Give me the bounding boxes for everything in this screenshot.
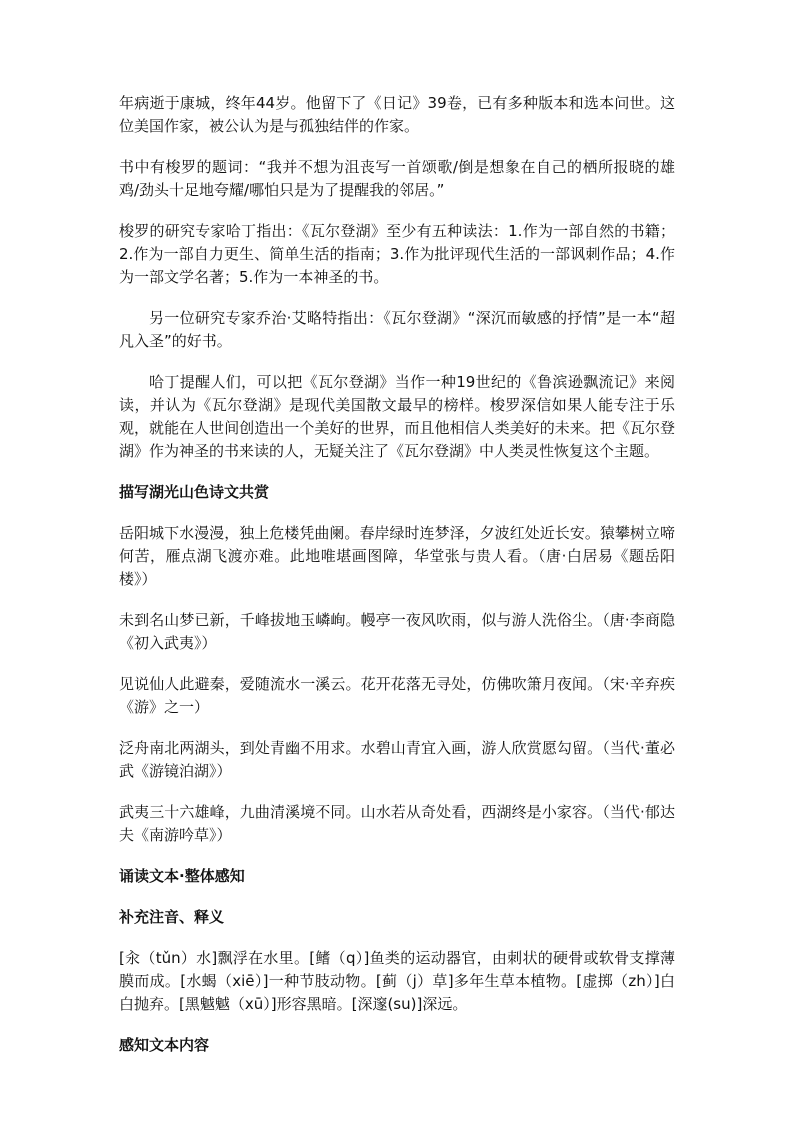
heading-poems: 描写湖光山色诗文共赏 xyxy=(119,483,270,501)
poem-dong-biwu: 泛舟南北两湖头，到处青幽不用求。水碧山青宜入画，游人欣赏愿勾留。（当代·董必武《游镜泊湖》） xyxy=(119,739,675,780)
paragraph-glossary: [汆（tǔn）水]飘浮在水里。[鳍（q）]鱼类的运动器官，由刺状的硬骨或软骨支撑薄膜而成。[水蝎（xiē）]一种节肢动物。[蓟（j）草]多年生草本植物。[虚掷（zh）]白白抛弃。[黑魆魆（xū）]形容黑暗。[深邃(su)]深远。 xyxy=(119,949,675,1013)
poem-xin-qiji: 见说仙人此避秦，爱随流水一溪云。花开花落无寻处，仿佛吹箫月夜闻。（宋·辛弃疾《游》之一） xyxy=(119,675,675,716)
paragraph-harding: 哈丁提醒人们，可以把《瓦尔登湖》当作一种19世纪的《鲁滨逊飘流记》来阅读，并认为《瓦尔登湖》是现代美国散文最早的榜样。梭罗深信如果人能专注于乐观，就能在人世间创造出一个美好的世界，而且他相信人类美好的未来。把《瓦尔登湖》作为神圣的书来读的人，无疑关注了《瓦尔登湖》中人类灵性恢复这个主题。 xyxy=(119,373,675,460)
poem-bai-juyi: 岳阳城下水漫漫，独上危楼凭曲阑。春岸绿时连梦泽，夕波红处近长安。猿攀树立啼何苦，雁点湖飞渡亦难。此地唯堪画图障，华堂张与贵人看。（唐·白居易《题岳阳楼》） xyxy=(119,524,675,588)
document-page xyxy=(119,92,675,1075)
poem-yu-dafu: 武夷三十六雄峰，九曲清溪境不同。山水若从奇处看，西湖终是小家容。（当代·郁达夫《南游吟草》） xyxy=(119,803,675,844)
paragraph-thoreau-death: 年病逝于康城，终年44岁。他留下了《日记》39卷，已有多种版本和选本问世。这位美国作家，被公认为是与孤独结伴的作家。 xyxy=(119,94,675,135)
paragraph-inscription: 书中有梭罗的题词：“我并不想为沮丧写一首颂歌/倒是想象在自己的栖所报晓的雄鸡/劲头十足地夸耀/哪怕只是为了提醒我的邻居。” xyxy=(119,158,675,199)
paragraph-eliot: 另一位研究专家乔治·艾略特指出：《瓦尔登湖》“深沉而敏感的抒情”是一本“超凡入圣”的好书。 xyxy=(119,309,675,350)
heading-pronunciation: 补充注音、释义 xyxy=(119,908,225,926)
heading-reading: 诵读文本·整体感知 xyxy=(119,867,245,885)
heading-perceive-content: 感知文本内容 xyxy=(119,1036,210,1054)
poem-li-shangyin: 未到名山梦已新，千峰拔地玉嶙峋。幔亭一夜风吹雨，似与游人洗俗尘。（唐·李商隐《初入武夷》） xyxy=(119,611,675,652)
paragraph-five-readings: 梭罗的研究专家哈丁指出：《瓦尔登湖》至少有五种读法：1.作为一部自然的书籍；2.作为一部自力更生、简单生活的指南；3.作为批评现代生活的一部讽刺作品；4.作为一部文学名著；5.作为一本神圣的书。 xyxy=(119,222,675,286)
